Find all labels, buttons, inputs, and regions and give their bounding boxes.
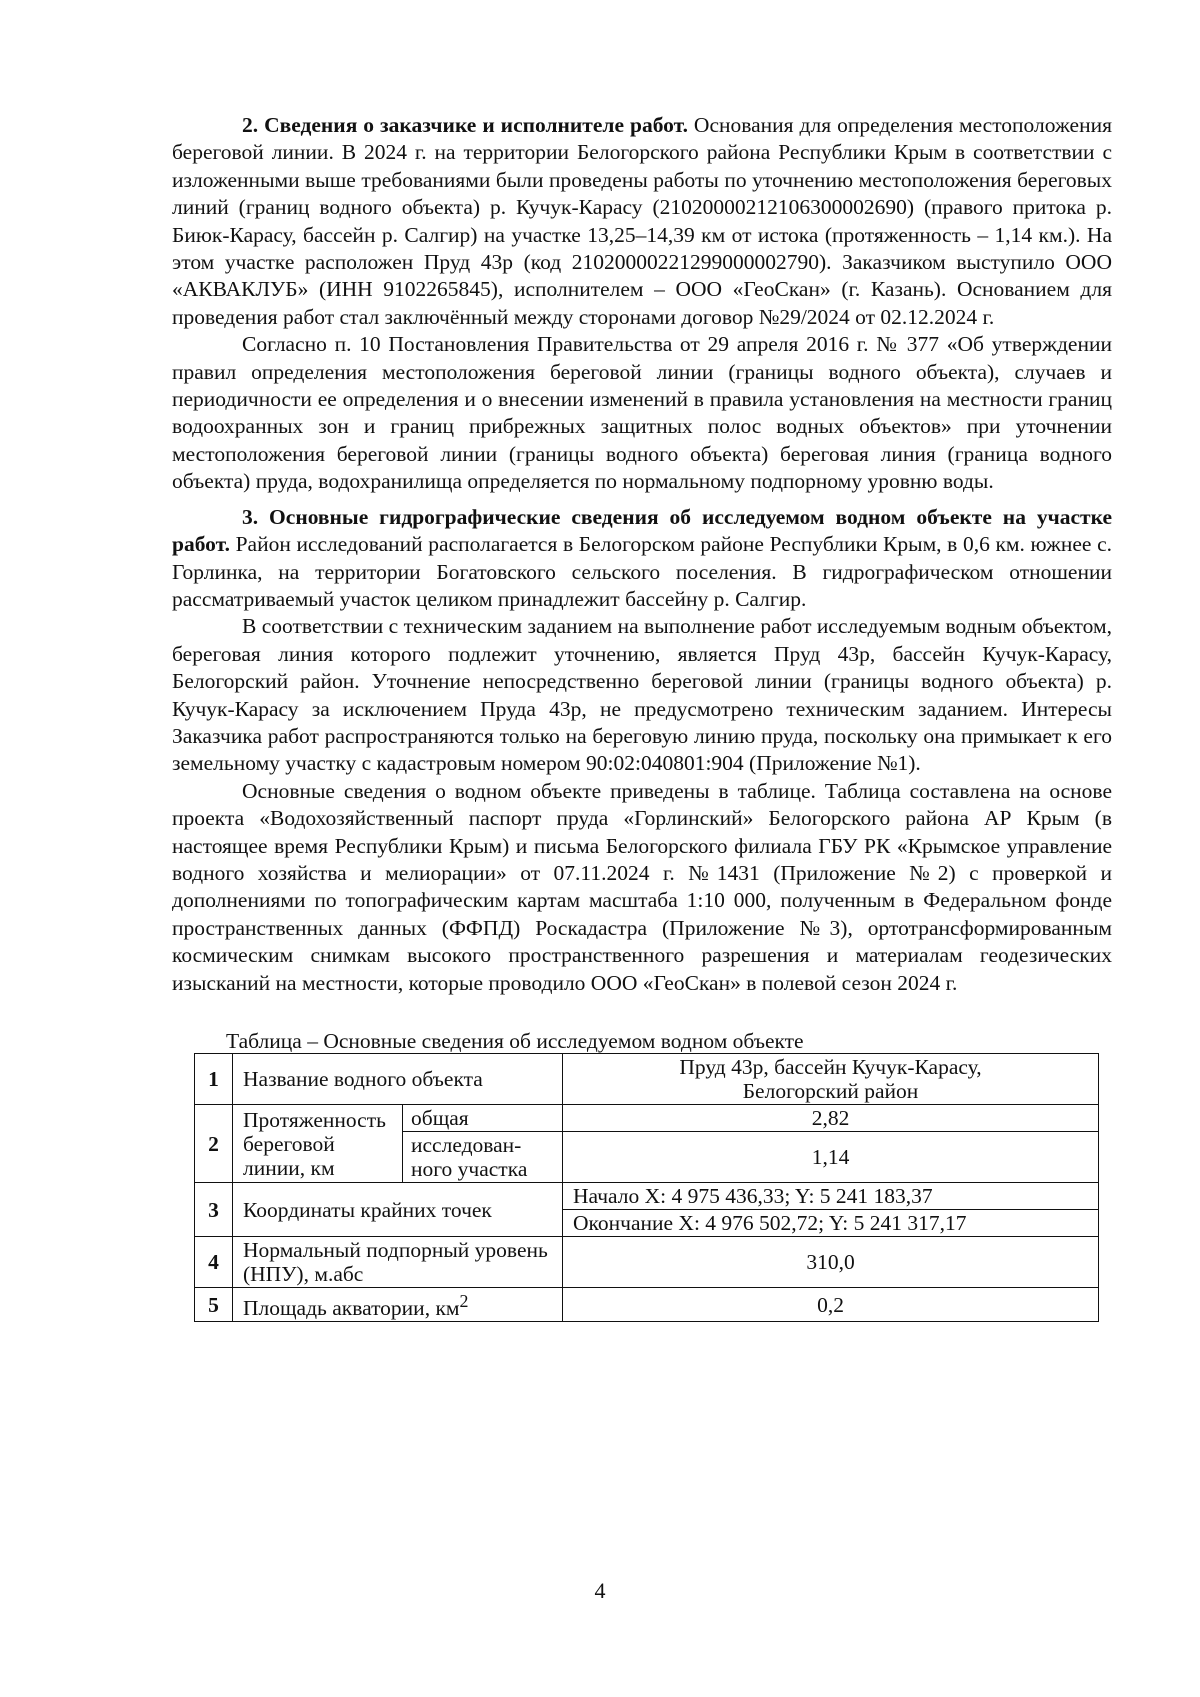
- section-2-paragraph-2: Согласно п. 10 Постановления Правительства от 29 апреля 2016 г. № 377 «Об утверждении правил определения местоположения береговой линии (границы водного объекта), случаев и периодичности ее определения и о внесении изменений в правила установления на местности границ водоохранных зон и границ прибрежных защитных полос водных объектов» при уточнении местоположения береговой линии (границы водного объекта) береговая линия (граница водного объекта) пруда, водохранилища определяется по нормальному подпорному уровню воды.: [172, 332, 1112, 494]
- row-number: 4: [195, 1237, 233, 1288]
- section-3-paragraph-1: [172, 504, 1112, 614]
- row-label: [233, 1288, 563, 1322]
- value-line: Белогорский район: [742, 1079, 919, 1103]
- table-row: [195, 1237, 1099, 1288]
- row-value: 0,2: [563, 1288, 1099, 1322]
- row-label: Нормальный подпорный уровень (НПУ), м.абс: [233, 1237, 563, 1288]
- row-number: 1: [195, 1054, 233, 1105]
- row-label: Протяженность береговой линии, км: [233, 1105, 403, 1183]
- table-row: [195, 1183, 1099, 1210]
- area-unit-superscript: 2: [459, 1291, 469, 1311]
- section-2-paragraph-1: [172, 112, 1112, 331]
- value-line: Пруд 43р, бассейн Кучук-Карасу,: [679, 1055, 982, 1079]
- row-sublabel: общая: [403, 1105, 563, 1132]
- row-number: 5: [195, 1288, 233, 1322]
- row-label: Название водного объекта: [233, 1054, 563, 1105]
- section-3-paragraph-3: Основные сведения о водном объекте приведены в таблице. Таблица составлена на основе проекта «Водохозяйственный паспорт пруда «Горлинский» Белогорского района АР Крым (в настоящее время Республики Крым) и письма Белогорского филиала ГБУ РК «Крымское управление водного хозяйства и мелиорации» от 07.11.2024 г. №1431 (Приложение №2) с проверкой и дополнениями по топографическим картам масштаба 1:10 000, полученным в Федеральном фонде пространственных данных (ФФПД) Роскадастра (Приложение №3), ортотрансформированным космическим снимкам высокого пространственного разрешения и материалам геодезических изысканий на местности, которые проводило ООО «ГеоСкан» в полевой сезон 2024 г.: [172, 778, 1112, 995]
- row-value: [563, 1054, 1099, 1105]
- water-body-table: [194, 1053, 1099, 1322]
- row-sublabel: исследован-ного участка: [403, 1132, 563, 1183]
- table-row: [195, 1288, 1099, 1322]
- coordinate-end: Окончание X: 4 976 502,72; Y: 5 241 317,17: [563, 1210, 1099, 1237]
- section-2-text-1: Основания для определения местоположения береговой линии. В 2024 г. на территории Белогорского района Республики Крым в соответствии с изложенными выше требованиями были проведены работы по уточнению местоположения береговых линий (границ водного объекта) р. Кучук-Карасу (21020000212106300002690) (правого притока р. Биюк-Карасу, бассейн р. Салгир) на участке 13,25–14,39 км от истока (протяженность – 1,14 км.). На этом участке расположен Пруд 43р (код 21020000221299000002790). Заказчиком выступило ООО «АКВАКЛУБ» (ИНН 9102265845), исполнителем – ООО «ГеоСкан» (г. Казань). Основанием для проведения работ стал заключённый между сторонами договор №29/2024 от 02.12.2024 г.: [172, 113, 1112, 329]
- area-label: Площадь акватории, км: [243, 1296, 460, 1321]
- section-3-text-1: Район исследований располагается в Белогорском районе Республики Крым, в 0,6 км. южнее с. Горлинка, на территории Богатовского сельского поселения. В гидрографическом отношении рассматриваемый участок целиком принадлежит бассейну р. Салгир.: [172, 532, 1112, 611]
- table-row: [195, 1054, 1099, 1105]
- row-value: 2,82: [563, 1105, 1099, 1132]
- row-value: 1,14: [563, 1132, 1099, 1183]
- page-number: 4: [594, 1578, 606, 1603]
- section-3-heading: 3. Основные гидрографические сведения об исследуемом водном объекте на участке работ.: [172, 504, 1112, 557]
- row-number: 2: [195, 1105, 233, 1183]
- row-label: Координаты крайних точек: [233, 1183, 563, 1237]
- section-2-heading: 2. Сведения о заказчике и исполнителе работ.: [242, 113, 688, 137]
- row-number: 3: [195, 1183, 233, 1237]
- coordinate-start: Начало X: 4 975 436,33; Y: 5 241 183,37: [563, 1183, 1099, 1210]
- table-row: [195, 1105, 1099, 1132]
- table-caption: Таблица – Основные сведения об исследуемом водном объекте: [226, 1029, 804, 1053]
- section-3-paragraph-2: В соответствии с техническим заданием на выполнение работ исследуемым водным объектом, береговая линия которого подлежит уточнению, является Пруд 43р, бассейн Кучук-Карасу, Белогорский район. Уточнение непосредственно береговой линии (границы водного объекта) р. Кучук-Карасу за исключением Пруда 43р, не предусмотрено техническим заданием. Интересы Заказчика работ распространяются только на береговую линию пруда, поскольку она примыкает к его земельному участку с кадастровым номером 90:02:040801:904 (Приложение №1).: [172, 614, 1112, 776]
- document-page: [172, 112, 1112, 1322]
- row-value: 310,0: [563, 1237, 1099, 1288]
